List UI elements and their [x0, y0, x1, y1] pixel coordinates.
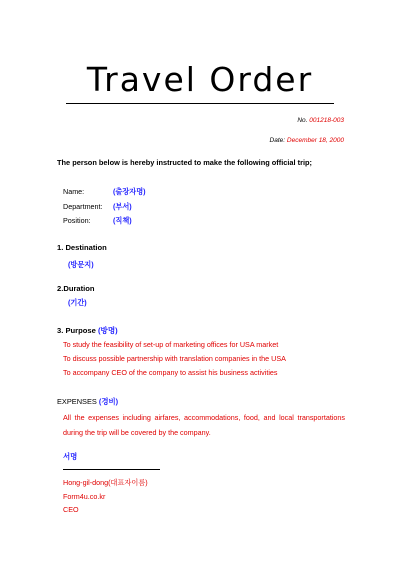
expenses-placeholder: (경비) — [98, 397, 119, 406]
field-label: Department: — [63, 202, 103, 211]
expenses-heading: EXPENSES — [57, 397, 97, 406]
purpose-item: To study the feasibility of set-up of marketing offices for USA market — [63, 340, 279, 349]
duration-placeholder: (기간) — [68, 298, 87, 307]
expenses-body: All the expenses including airfares, accommodations, food, and local transportations during the trip will be covered by the company. — [63, 413, 345, 437]
signature-line — [63, 469, 160, 470]
purpose-item: To accompany CEO of the company to assist his business activities — [63, 368, 278, 377]
field-department — [63, 202, 132, 212]
purpose-heading: 3. Purpose — [57, 326, 96, 335]
field-value: (부서) — [113, 202, 132, 211]
field-value: (직책) — [113, 216, 132, 225]
field-name — [63, 187, 146, 197]
signature-label: 서명 — [63, 452, 78, 461]
signer-name: Hong-gil-dong(대표자이름) — [63, 478, 148, 487]
field-position — [63, 216, 132, 226]
destination-placeholder: (방문지) — [68, 260, 94, 269]
document-title: Travel Order — [86, 60, 314, 99]
field-label: Name: — [63, 187, 85, 196]
intro-text: The person below is hereby instructed to make the following official trip; — [57, 158, 313, 167]
document-date — [270, 137, 344, 144]
title-underline — [66, 103, 334, 104]
date-value: December 18, 2000 — [286, 137, 344, 144]
duration-heading: 2.Duration — [57, 284, 95, 293]
number-label: No. — [297, 117, 308, 124]
purpose-heading-row — [57, 325, 118, 336]
date-label: Date: — [269, 137, 286, 144]
destination-heading: 1. Destination — [57, 243, 107, 252]
document-number — [297, 117, 344, 124]
purpose-placeholder: (방명) — [97, 326, 118, 335]
field-label: Position: — [63, 216, 91, 225]
field-value: (출장자명) — [113, 187, 146, 196]
signer-company: Form4u.co.kr — [63, 492, 106, 501]
purpose-item: To discuss possible partnership with translation companies in the USA — [63, 354, 286, 363]
expenses-heading-row — [57, 396, 118, 407]
signer-position: CEO — [63, 505, 79, 514]
number-value: 001218-003 — [309, 117, 344, 124]
